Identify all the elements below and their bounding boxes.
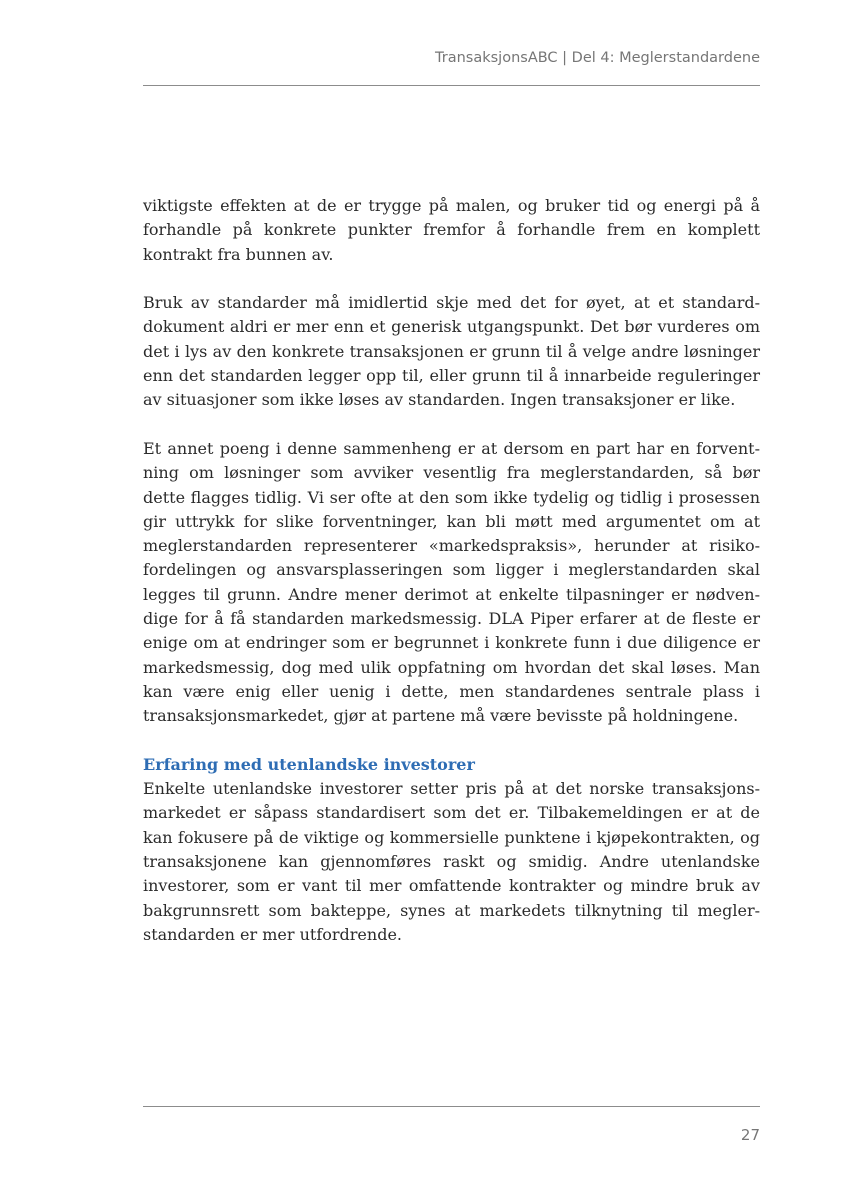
body-paragraph-2: Bruk av standarder må imidlertid skje med det for øyet, at et standarddokument aldri er mer enn et generisk utgangspunkt. Det bør vurderes om det i lys av den konkrete transaksjonen er grunn til å velge andre løsninger enn det standarden legger opp til, eller grunn til å innarbeide reguleringer av situasjoner som ikke løses av standarden. Ingen transaksjoner er like.: [143, 293, 760, 410]
section-paragraph: Enkelte utenlandske investorer setter pris på at det norske transaksjonsmarkedet er såpass standardisert som det er. Tilbakemeldingen er at de kan fokusere på de viktige og kommersielle punktene i kjøpekontrakten, og transaksjonene kan gjennomføres raskt og smidig. Andre utenlandske investorer, som er vant til mer omfattende kontrakter og mindre bruk av bakgrunnsrett som bakteppe, synes at markedets tilknytning til meglerstandarden er mer utfordrende.: [143, 779, 760, 944]
page-body: [143, 194, 760, 947]
page-number: 27: [740, 1126, 760, 1144]
body-paragraph-3: Et annet poeng i denne sammenheng er at dersom en part har en forventning om løsninger som avviker vesentlig fra meglerstandarden, så bør dette flagges tidlig. Vi ser ofte at den som ikke tydelig og tidlig i prosessen gir uttrykk for slike forventninger, kan bli møtt med argumentet om at meglerstandarden representerer «markedspraksis», herunder at risikofordelingen og ansvarsplasseringen som ligger i meglerstandarden skal legges til grunn. Andre mener derimot at enkelte tilpasninger er nødvendige for å få standarden markedsmessig. DLA Piper erfarer at de fleste er enige om at endringer som er begrunnet i konkrete funn i due diligence er markedsmessig, dog med ulik oppfatning om hvordan det skal løses. Man kan være enig eller uenig i dette, men standardenes sentrale plass i transaksjonsmarkedet, gjør at partene må være bevisste på holdningene.: [143, 438, 760, 726]
footer-divider: [143, 1106, 760, 1107]
section-heading: Erfaring med utenlandske investorer: [143, 754, 475, 774]
running-header: TransaksjonsABC | Del 4: Meglerstandardene: [435, 50, 760, 66]
body-paragraph-1: viktigste effekten at de er trygge på malen, og bruker tid og energi på å forhandle på konkrete punkter fremfor å forhandle frem en komplett kontrakt fra bunnen av.: [143, 196, 760, 264]
header-divider: [143, 85, 760, 86]
